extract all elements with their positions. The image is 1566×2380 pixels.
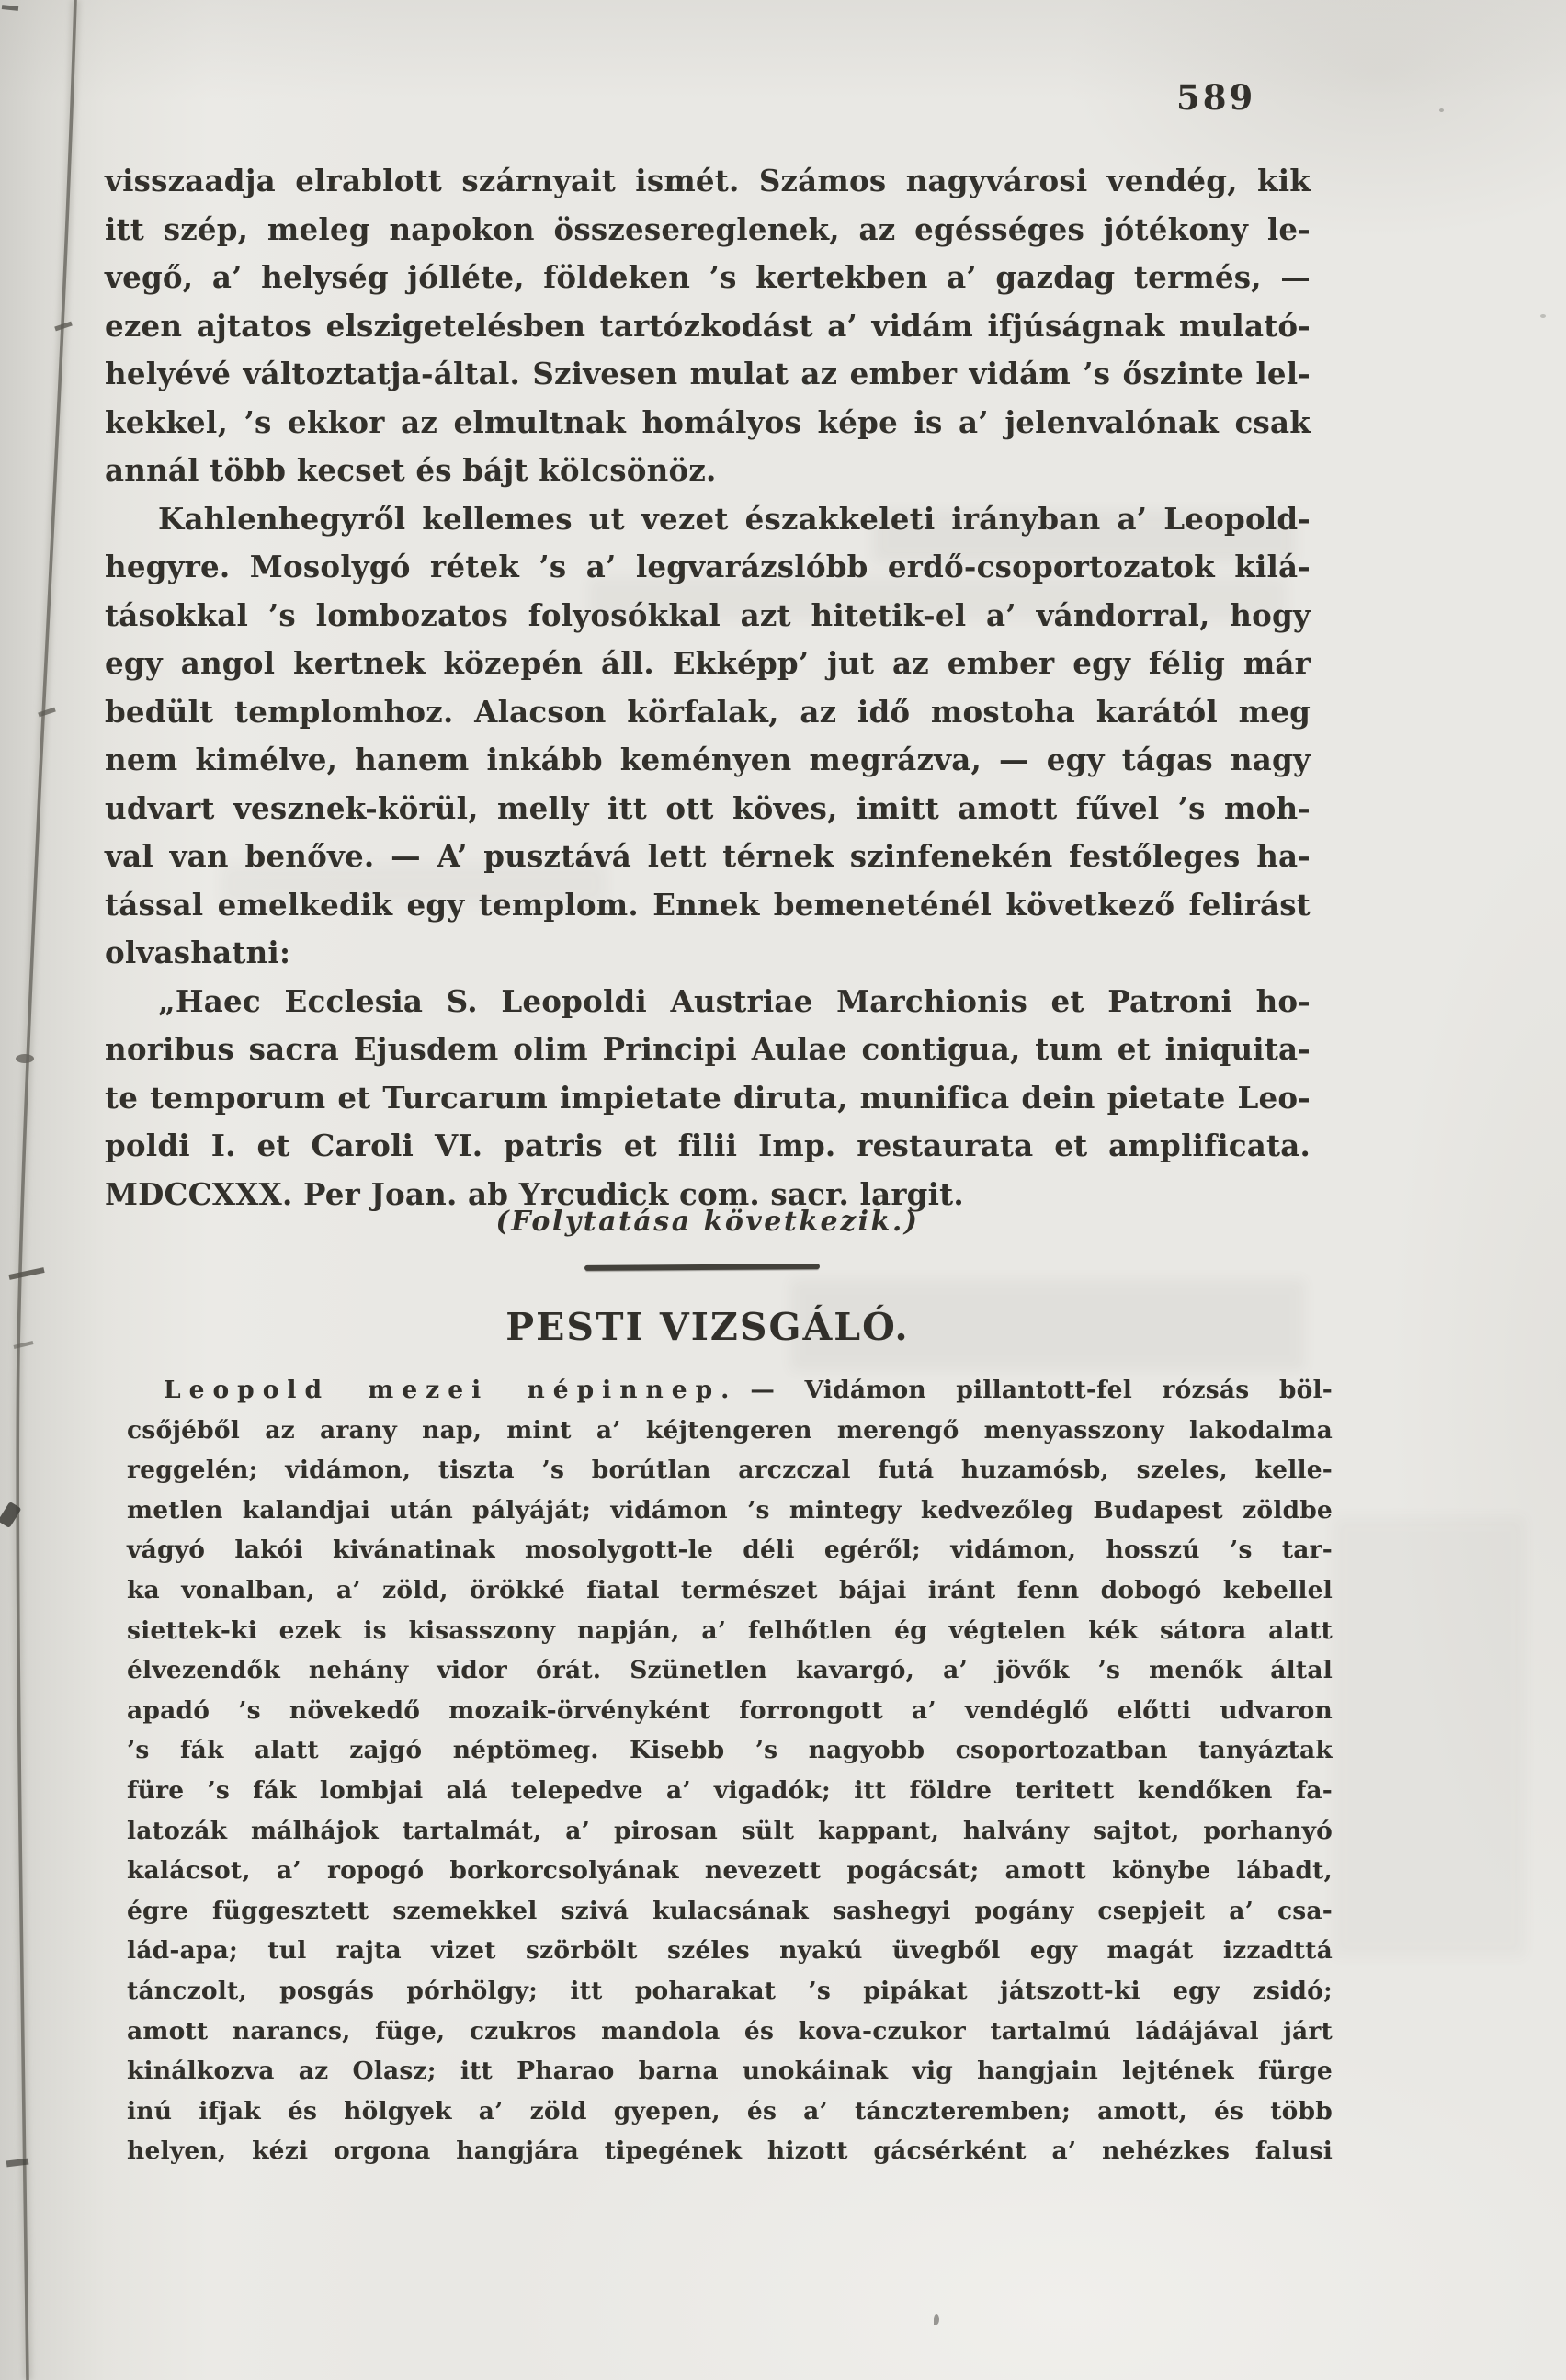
text-line: ka vonalban, a’ zöld, örökké fiatal természet bájai iránt fenn dobogó kebellel xyxy=(127,1575,1333,1604)
article-1-body xyxy=(105,157,1311,1218)
article-2-body xyxy=(127,1370,1333,2171)
text-line: MDCCXXX. Per Joan. ab Yrcudick com. sacr. largit. xyxy=(105,1175,964,1212)
text-line: olvashatni: xyxy=(105,935,291,970)
paragraph-lead-in: Leopold mezei népinnep. xyxy=(164,1376,738,1404)
text-line: siettek-ki ezek is kisasszony napján, a’ felhőtlen ég végtelen kék sátora alatt xyxy=(127,1615,1333,1645)
text-line: Kahlenhegyről kellemes ut vezet északkeleti irányban a’ Leopold- xyxy=(158,500,1311,537)
text-line: vágyó lakói kivánatinak mosolygott-le déli egéről; vidámon, hosszú ’s tar- xyxy=(127,1536,1333,1565)
text-line: egy angol kertnek közepén áll. Ekképp’ jut az ember egy félig már xyxy=(105,645,1311,681)
text-line: tánczolt, posgás pórhölgy; itt poharakat ’s pipákat játszott-ki egy zsidó; xyxy=(127,1976,1333,2005)
continuation-note: (Folytatása következik.) xyxy=(495,1206,920,1238)
text-line: visszaadja elrablott szárnyait ismét. Számos nagyvárosi vendég, kik xyxy=(105,163,1311,198)
text-line: te temporum et Turcarum impietate diruta, munifica dein pietate Leo- xyxy=(105,1079,1311,1116)
text-line: ’s fák alatt zajgó néptömeg. Kisebb ’s nagyobb csoportozatban tanyáztak xyxy=(127,1736,1333,1765)
text-line: tással emelkedik egy templom. Ennek bemeneténél következő felirást xyxy=(105,886,1311,923)
text-line: latozák málhájok tartalmát, a’ pirosan sült kappant, halvány sajtot, porhanyó xyxy=(127,1816,1333,1845)
section-divider-rule xyxy=(584,1264,820,1271)
text-line: annál több kecset és bájt kölcsönöz. xyxy=(105,452,717,488)
text-line: égre függesztett szemekkel szivá kulacsának sashegyi pogány csepjeit a’ csa- xyxy=(127,1896,1333,1925)
section-heading: PESTI VIZSGÁLÓ. xyxy=(505,1305,910,1349)
text-line: lád-apa; tul rajta vizet szörbölt széles nyakú üvegből egy magát izzadttá xyxy=(127,1936,1333,1966)
text-line: amott narancs, füge, czukros mandola és kova-czukor tartalmú ládájával járt xyxy=(127,2016,1333,2046)
text-line: nem kimélve, hanem inkább keményen megrázva, — egy tágas nagy xyxy=(105,742,1311,777)
text-line: helyévé változtatja-által. Szivesen mulat az ember vidám ’s őszinte lel- xyxy=(105,356,1311,391)
text-line: vegő, a’ helység jólléte, földeken ’s kertekben a’ gazdag termés, — xyxy=(105,259,1311,295)
text-line: helyen, kézi orgona hangjára tipegének hizott gácsérként a’ nehézkes falusi xyxy=(127,2136,1333,2166)
text-line: itt szép, meleg napokon összesereglenek, az egésséges jótékony le- xyxy=(105,210,1311,247)
text-line: Leopold mezei népinnep. — Vidámon pillantott-fel rózsás böl- xyxy=(164,1376,1333,1404)
page-number: 589 xyxy=(1176,77,1256,118)
text-line: „Haec Ecclesia S. Leopoldi Austriae Marchionis et Patroni ho- xyxy=(158,982,1311,1019)
text-line: hegyre. Mosolygó rétek ’s a’ legvarázslóbb erdő-csoportozatok kilá- xyxy=(105,549,1311,584)
text-line: kinálkozva az Olasz; itt Pharao barna unokáinak vig hangjain lejtének fürge xyxy=(127,2057,1333,2086)
text-line: ezen ajtatos elszigetelésben tartózkodást a’ vidám ifjúságnak mulató- xyxy=(105,307,1311,344)
text-line: apadó ’s növekedő mozaik-örvényként forrongott a’ vendéglő előtti udvaron xyxy=(127,1695,1333,1725)
text-line: kalácsot, a’ ropogó borkorcsolyának nevezett pogácsát; amott könybe lábadt, xyxy=(127,1856,1333,1886)
text-line: reggelén; vidámon, tiszta ’s borútlan arczczal futá huzamósb, szeles, kelle- xyxy=(127,1456,1333,1485)
text-line: tásokkal ’s lombozatos folyosókkal azt hitetik-el a’ vándorral, hogy xyxy=(105,596,1311,633)
text-line: val van benőve. — A’ pusztává lett térnek szinfenekén festőleges ha- xyxy=(105,838,1311,874)
text-line: inú ifjak és hölgyek a’ zöld gyepen, és a’ tánczteremben; amott, és több xyxy=(127,2096,1333,2125)
text-line: noribus sacra Ejusdem olim Principi Aulae contigua, tum et iniquita- xyxy=(105,1031,1311,1067)
text-line: csőjéből az arany nap, mint a’ kéjtengeren merengő menyasszony lakodalma xyxy=(127,1415,1333,1445)
text-line: élvezendők nehány vidor órát. Szünetlen kavargó, a’ jövők ’s menők által xyxy=(127,1656,1333,1685)
text-line: poldi I. et Caroli VI. patris et filii Imp. restaurata et amplificata. xyxy=(105,1128,1311,1163)
text-line: kekkel, ’s ekkor az elmultnak homályos képe is a’ jelenvalónak csak xyxy=(105,403,1311,440)
text-line: bedült templomhoz. Alacson körfalak, az idő mostoha karától meg xyxy=(105,693,1311,730)
text-line: metlen kalandjai után pályáját; vidámon ’s mintegy kedvezőleg Budapest zöldbe xyxy=(127,1495,1333,1524)
text-line: udvart vesznek-körül, melly itt ott köves, imitt amott fűvel ’s moh- xyxy=(105,789,1311,826)
text-line: füre ’s fák lombjai alá telepedve a’ vigadók; itt földre teritett kendőken fa- xyxy=(127,1775,1333,1805)
